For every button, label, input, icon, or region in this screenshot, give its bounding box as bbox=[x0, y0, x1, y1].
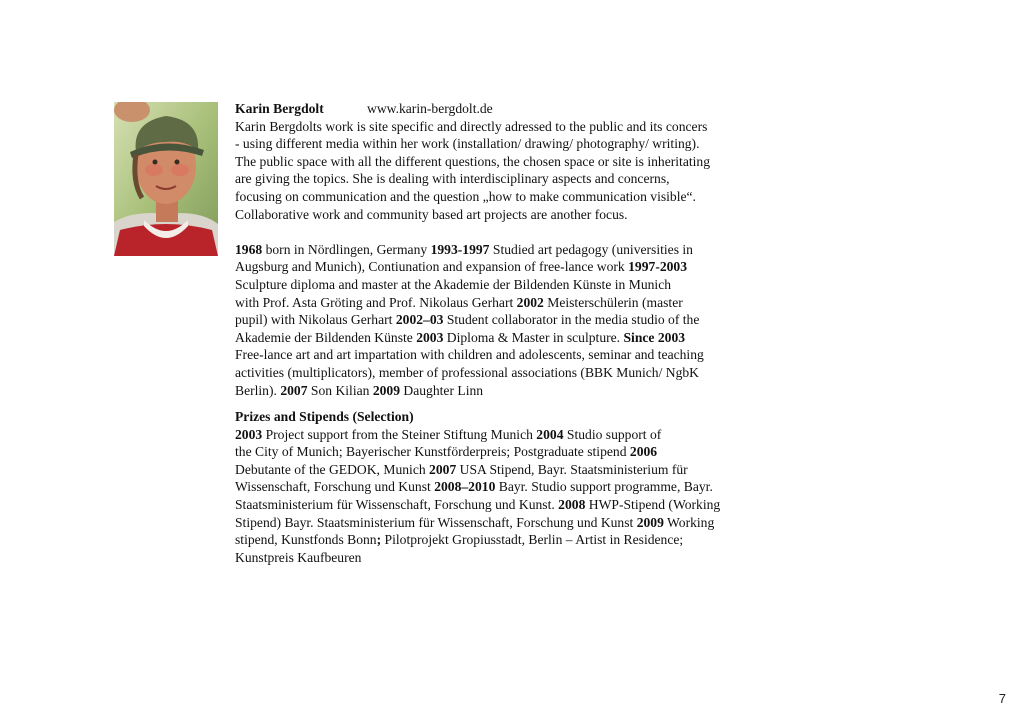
prize-line: Debutante of the GEDOK, Munich 2007 USA Stipend, Bayr. Staatsministerium für bbox=[235, 461, 688, 477]
prize-line: the City of Munich; Bayerischer Kunstförderpreis; Postgraduate stipend 2006 bbox=[235, 444, 658, 460]
prize-line: stipend, Kunstfonds Bonn; Pilotprojekt Gropiusstadt, Berlin – Artist in Residence; bbox=[235, 532, 684, 548]
prize-line: Stipend) Bayr. Staatsministerium für Wissenschaft, Forschung und Kunst 2009 Working bbox=[235, 514, 715, 530]
prizes-heading: Prizes and Stipends (Selection) bbox=[235, 409, 414, 425]
page-number: 7 bbox=[998, 691, 1006, 706]
bio-line: are giving the topics. She is dealing with interdisciplinary aspects and concerns, bbox=[235, 171, 670, 187]
website-link[interactable]: www.karin-bergdolt.de bbox=[367, 101, 493, 116]
cv-line: Augsburg and Munich), Contiunation and expansion of free-lance work 1997-2003 bbox=[235, 259, 688, 275]
portrait-image bbox=[114, 102, 218, 256]
cv-line: 1968 born in Nördlingen, Germany 1993-1997 Studied art pedagogy (universities in bbox=[235, 241, 693, 257]
bio-line: focusing on communication and the question „how to make communication visible“. bbox=[235, 188, 696, 204]
prize-line: Wissenschaft, Forschung und Kunst 2008–2010 Bayr. Studio support programme, Bayr. bbox=[235, 479, 713, 495]
cv-line: Berlin). 2007 Son Kilian 2009 Daughter Linn bbox=[235, 382, 484, 398]
prize-line: Staatsministerium für Wissenschaft, Forschung und Kunst. 2008 HWP-Stipend (Working bbox=[235, 497, 721, 513]
cv-line: pupil) with Nikolaus Gerhart 2002–03 Student collaborator in the media studio of the bbox=[235, 312, 700, 328]
prizes-section bbox=[235, 408, 775, 566]
bio-line: Collaborative work and community based art projects are another focus. bbox=[235, 206, 628, 222]
cv-line: Akademie der Bildenden Künste 2003 Diploma & Master in sculpture. Since 2003 bbox=[235, 329, 686, 345]
bio-line: - using different media within her work (installation/ drawing/ photography/ writing). bbox=[235, 136, 700, 152]
cv-line: with Prof. Asta Gröting and Prof. Nikolaus Gerhart 2002 Meisterschülerin (master bbox=[235, 294, 683, 310]
artist-name: Karin Bergdolt bbox=[235, 101, 324, 116]
cv-line: activities (multiplicators), member of professional associations (BBK Munich/ NgbK bbox=[235, 364, 699, 380]
cv-line: Sculpture diploma and master at the Akademie der Bildenden Künste in Munich bbox=[235, 276, 672, 292]
prize-line: 2003 Project support from the Steiner Stiftung Munich 2004 Studio support of bbox=[235, 426, 662, 442]
header-line bbox=[235, 100, 775, 118]
prize-line: Kunstpreis Kaufbeuren bbox=[235, 549, 362, 565]
bio-line: The public space with all the different questions, the chosen space or site is inheritating bbox=[235, 153, 711, 169]
biography-block bbox=[235, 100, 775, 566]
cv-section bbox=[235, 241, 775, 399]
bio-line: Karin Bergdolts work is site specific and directly adressed to the public and its concers bbox=[235, 118, 708, 134]
portrait-photo bbox=[114, 102, 218, 256]
cv-line: Free-lance art and art impartation with children and adolescents, seminar and teaching bbox=[235, 347, 704, 363]
